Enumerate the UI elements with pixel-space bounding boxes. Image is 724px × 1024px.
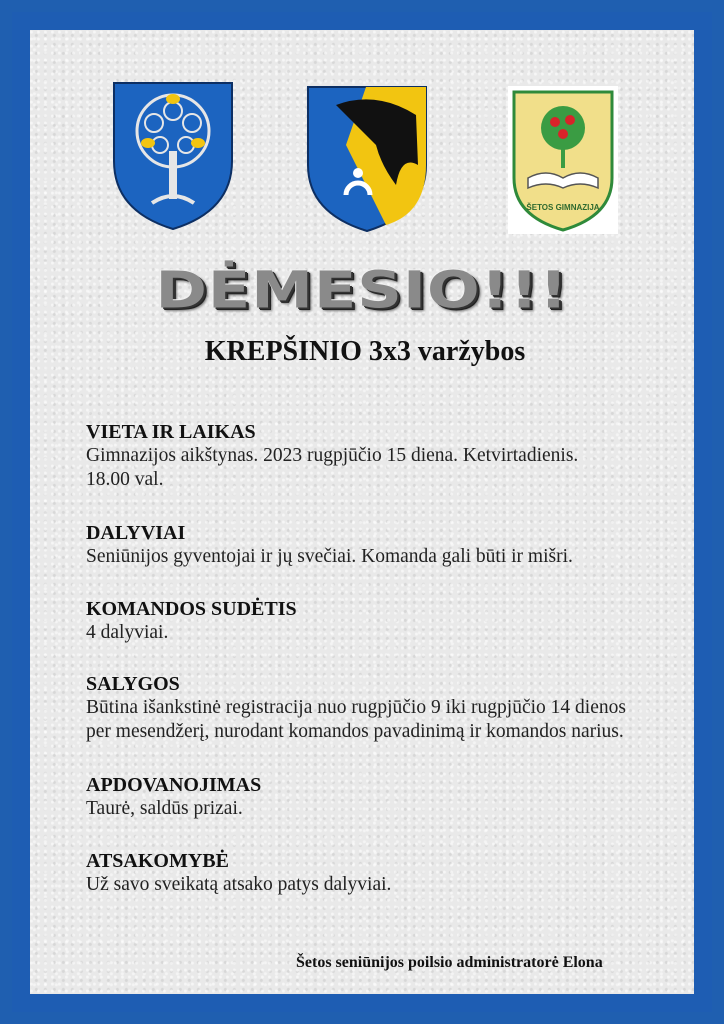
gymnasium-emblem xyxy=(508,86,618,234)
poster-frame xyxy=(12,12,712,1012)
section-line: Taurė, saldūs prizai. xyxy=(86,798,243,819)
section-line: Gimnazijos aikštynas. 2023 rugpjūčio 15 diena. Ketvirtadienis. xyxy=(86,445,579,466)
section-conditions xyxy=(86,672,706,744)
headline: DĖMESIO!!! xyxy=(155,260,569,320)
gymnasium-caption: ŠETOS GIMNAZIJA xyxy=(526,203,600,212)
section-line: Už savo sveikatą atsako patys dalyviai. xyxy=(86,874,392,895)
section-heading: KOMANDOS SUDĖTIS xyxy=(86,598,297,620)
section-line: Seniūnijos gyventojai ir jų svečiai. Komanda gali būti ir mišri. xyxy=(86,546,573,567)
section-heading: ATSAKOMYBĖ xyxy=(86,850,229,872)
poster-body xyxy=(30,30,694,994)
section-place-time xyxy=(86,420,706,492)
section-heading: VIETA IR LAIKAS xyxy=(86,421,256,443)
section-line: Būtina išankstinė registracija nuo rugpjūčio 9 iki rugpjūčio 14 dienos xyxy=(86,697,626,718)
section-responsibility xyxy=(86,849,706,897)
section-line: per mesendžerį, nurodant komandos pavadinimą ir komandos narius. xyxy=(86,721,624,742)
section-awards xyxy=(86,773,706,821)
footer-signature: Šetos seniūnijos poilsio administratorė Elona xyxy=(296,954,603,971)
section-heading: APDOVANOJIMAS xyxy=(86,774,262,796)
section-team-composition xyxy=(86,597,706,645)
section-line: 4 dalyviai. xyxy=(86,622,169,643)
section-line: 18.00 val. xyxy=(86,469,164,490)
subtitle: KREPŠINIO 3x3 varžybos xyxy=(204,336,526,367)
section-participants xyxy=(86,521,706,569)
horse-coat-of-arms xyxy=(306,85,428,233)
tree-coat-of-arms xyxy=(112,81,234,231)
section-heading: SALYGOS xyxy=(86,673,180,695)
section-heading: DALYVIAI xyxy=(86,522,186,544)
